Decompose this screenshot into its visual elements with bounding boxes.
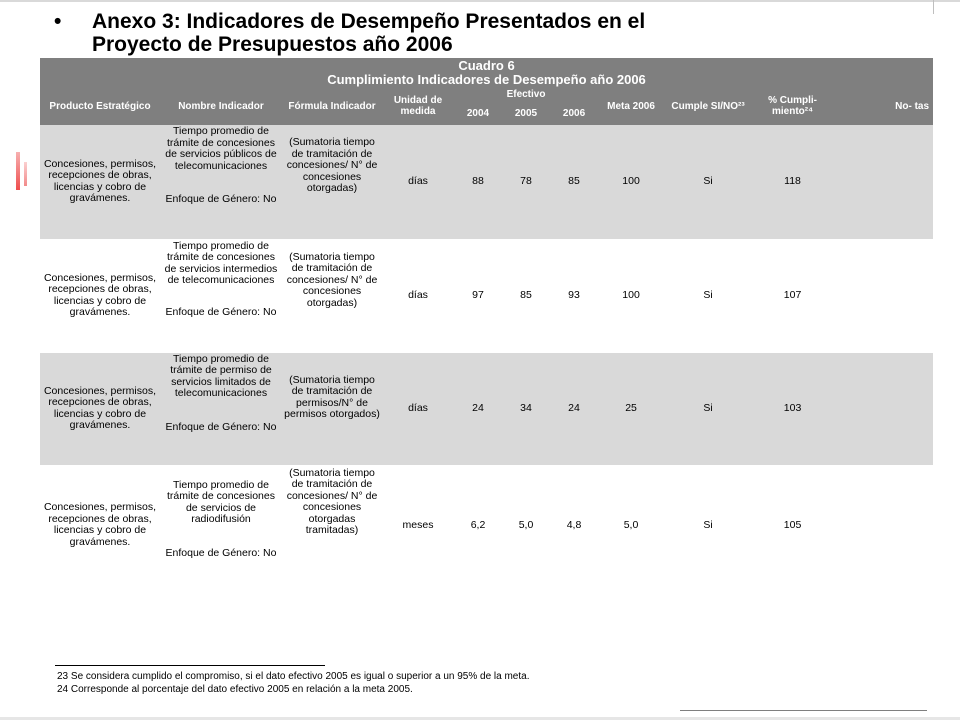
cell-2004: 88	[454, 125, 502, 239]
cell-cumplimiento: 103	[752, 352, 833, 465]
table-row	[40, 352, 933, 465]
table-row	[40, 465, 933, 585]
cell-meta: 100	[598, 125, 664, 239]
indicador-text: Tiempo promedio de trámite de concesiones de servicios públicos de telecomunicaciones	[165, 125, 277, 172]
cell-unidad: días	[382, 352, 454, 465]
enfoque-text: Enfoque de Género: No	[165, 193, 277, 205]
cell-producto: Concesiones, permisos, recepciones de obras, licencias y cobro de gravámenes.	[40, 125, 160, 239]
cell-2005: 5,0	[502, 465, 550, 585]
table-caption	[40, 58, 933, 87]
header-2005: 2005	[502, 101, 550, 125]
footnote-rule	[55, 665, 325, 666]
cell-2006: 93	[550, 239, 598, 352]
cell-indicador	[160, 239, 282, 352]
table-row	[40, 239, 933, 352]
cell-2004: 97	[454, 239, 502, 352]
header-notas: No- tas	[833, 87, 933, 125]
enfoque-text: Enfoque de Género: No	[165, 305, 277, 318]
cell-notas	[833, 352, 933, 465]
bottom-rule	[680, 710, 927, 711]
cell-producto: Concesiones, permisos, recepciones de obras, licencias y cobro de gravámenes.	[40, 352, 160, 465]
cell-2005: 78	[502, 125, 550, 239]
cell-unidad: meses	[382, 465, 454, 585]
footnote-23: 23 Se considera cumplido el compromiso, si el dato efectivo 2005 es igual o superior a un 95% de la meta.	[57, 671, 530, 682]
cell-formula: (Sumatoria tiempo de tramitación de permisos/N° de permisos otorgados)	[282, 352, 382, 465]
cell-cumplimiento: 107	[752, 239, 833, 352]
cell-2005: 85	[502, 239, 550, 352]
header-cumplimiento: % Cumpli- miento²⁴	[752, 87, 833, 125]
cell-cumple: Si	[664, 239, 752, 352]
indicador-text: Tiempo promedio de trámite de concesiones de servicios intermedios de telecomunicaciones	[164, 239, 278, 286]
top-rule	[0, 0, 960, 2]
cell-2006: 85	[550, 125, 598, 239]
title-line-1: Anexo 3: Indicadores de Desempeño Presentados en el	[92, 10, 646, 33]
cell-cumplimiento: 118	[752, 125, 833, 239]
cell-formula: (Sumatoria tiempo de tramitación de concesiones/ N° de concesiones otorgadas)	[282, 239, 382, 352]
cell-cumple: Si	[664, 352, 752, 465]
header-nombre-indicador: Nombre Indicador	[160, 87, 282, 125]
caption-line-1: Cuadro 6	[458, 58, 515, 73]
cell-producto: Concesiones, permisos, recepciones de obras, licencias y cobro de gravámenes.	[40, 465, 160, 585]
cell-notas	[833, 465, 933, 585]
cell-2004: 6,2	[454, 465, 502, 585]
cell-formula: (Sumatoria tiempo de tramitación de concesiones/ N° de concesiones otorgadas tramitadas)	[282, 465, 382, 585]
header-efectivo: Efectivo	[454, 87, 598, 101]
cell-meta: 100	[598, 239, 664, 352]
cell-producto: Concesiones, permisos, recepciones de obras, licencias y cobro de gravámenes.	[40, 239, 160, 352]
cell-2006: 24	[550, 352, 598, 465]
header-meta: Meta 2006	[598, 87, 664, 125]
cell-2005: 34	[502, 352, 550, 465]
cell-cumple: Si	[664, 465, 752, 585]
indicators-table-sheet	[40, 58, 933, 585]
header-cumple: Cumple SI/NO²³	[664, 87, 752, 125]
header-2004: 2004	[454, 101, 502, 125]
title-line-2: Proyecto de Presupuestos año 2006	[92, 33, 453, 56]
cell-unidad: días	[382, 239, 454, 352]
cell-indicador	[160, 352, 282, 465]
cell-notas	[833, 125, 933, 239]
cell-meta: 5,0	[598, 465, 664, 585]
caption-line-2: Cumplimiento Indicadores de Desempeño año 2006	[327, 72, 646, 87]
decorative-red-bar-small	[24, 162, 27, 186]
title-bullet: •	[54, 10, 62, 33]
cell-2004: 24	[454, 352, 502, 465]
slide-title	[54, 10, 942, 56]
indicators-table	[40, 87, 933, 585]
indicador-text: Tiempo promedio de trámite de permiso de servicios limitados de telecomunicaciones	[170, 352, 272, 399]
cell-meta: 25	[598, 352, 664, 465]
cell-formula: (Sumatoria tiempo de tramitación de concesiones/ N° de concesiones otorgadas)	[282, 125, 382, 239]
header-unidad: Unidad de medida	[382, 87, 454, 125]
cell-cumple: Si	[664, 125, 752, 239]
indicador-text: Tiempo promedio de trámite de concesiones de servicios de radiodifusión	[167, 478, 275, 525]
cell-unidad: días	[382, 125, 454, 239]
cell-indicador	[160, 465, 282, 585]
footnote-24: 24 Corresponde al porcentaje del dato efectivo 2005 en relación a la meta 2005.	[57, 684, 413, 695]
cell-2006: 4,8	[550, 465, 598, 585]
enfoque-text: Enfoque de Género: No	[165, 546, 277, 559]
header-producto: Producto Estratégico	[40, 87, 160, 125]
header-formula: Fórmula Indicador	[282, 87, 382, 125]
decorative-red-bar	[16, 152, 20, 190]
enfoque-text: Enfoque de Género: No	[165, 420, 277, 433]
table-row	[40, 125, 933, 239]
cell-cumplimiento: 105	[752, 465, 833, 585]
cell-notas	[833, 239, 933, 352]
header-2006: 2006	[550, 101, 598, 125]
cell-indicador	[160, 125, 282, 239]
footnotes	[57, 670, 530, 696]
